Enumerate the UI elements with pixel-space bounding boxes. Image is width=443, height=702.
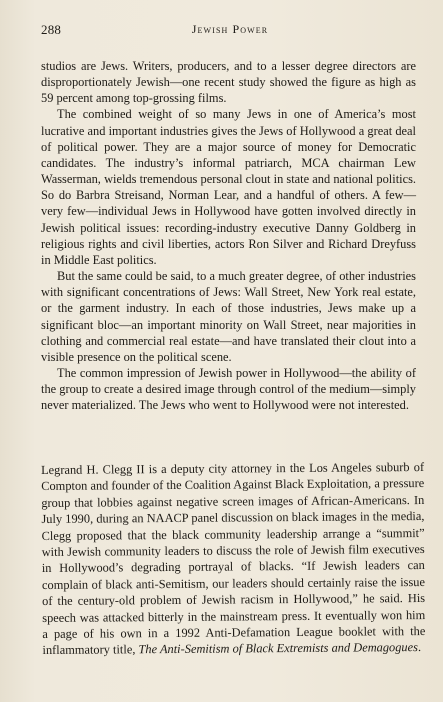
sidebar-end-punctuation: .	[417, 640, 422, 655]
page-number: 288	[41, 22, 62, 37]
running-head: Jewish Power	[191, 22, 269, 36]
sidebar-text: Legrand H. Clegg II is a deputy city attorney in the Los Angeles suburb of Compton and founder of the Coalition Against Black Exploitation, a pressure group that lobbies against negative screen images of African-Americans. In July 1990, during an NAACP panel discussion on black images in the media, Clegg proposed that the black community leadership arrange a “summit” with Jewish community leaders to discuss the role of Jewish film executives in Hollywood’s degrading portrayal of blacks. “If Jewish leaders can complain of black anti-Semitism, our leaders should certainly raise the issue of the century-old problem of Jewish racism in Hollywood,” he said. His speech was attacked bitterly in the mainstream press. It eventually won him a page of his own in a 1992 Anti-Defamation League booklet with the inflammatory title,	[41, 459, 426, 658]
paragraph-1: studios are Jews. Writers, producers, and to a lesser degree directors are disproportionately Jewish—one recent study showed the figure as high as 59 percent among top-grossing films.	[41, 59, 416, 106]
paragraph-3: But the same could be said, to a much greater degree, of other industries with significant concentrations of Jews: Wall Street, New York real estate, or the garment industry. In each of those industries, Jews make up a significant bloc—an important minority on Wall Street, near majorities in clothing and commercial real estate—and have translated their clout into a visible presence on the political scene.	[41, 269, 416, 364]
paragraph-4: The common impression of Jewish power in Hollywood—the ability of the group to create a desired image through control of the medium—simply never materialized. The Jews who went to Hollywood were not interested.	[41, 365, 416, 413]
page-header	[41, 22, 419, 42]
publication-title: The Anti-Semitism of Black Extremists and Demagogues	[138, 640, 418, 657]
paragraph-2: The combined weight of so many Jews in one of America’s most lucrative and important industries gives the Jews of Hollywood a great deal of political power. They are a major source of money for Democratic candidates. The industry’s informal patriarch, MCA chairman Lew Wasserman, wields tremendous personal clout in state and national politics. So do Barbra Streisand, Norman Lear, and a handful of others. A few—very few—individual Jews in Hollywood have gotten involved directly in Jewish political issues: recording-industry executive Danny Goldberg in religious rights and civil liberties, actors Ron Silver and Richard Dreyfuss in Middle East politics.	[41, 107, 416, 267]
sidebar-paragraph	[41, 459, 426, 659]
sidebar-profile	[41, 459, 426, 659]
main-text	[41, 58, 416, 413]
